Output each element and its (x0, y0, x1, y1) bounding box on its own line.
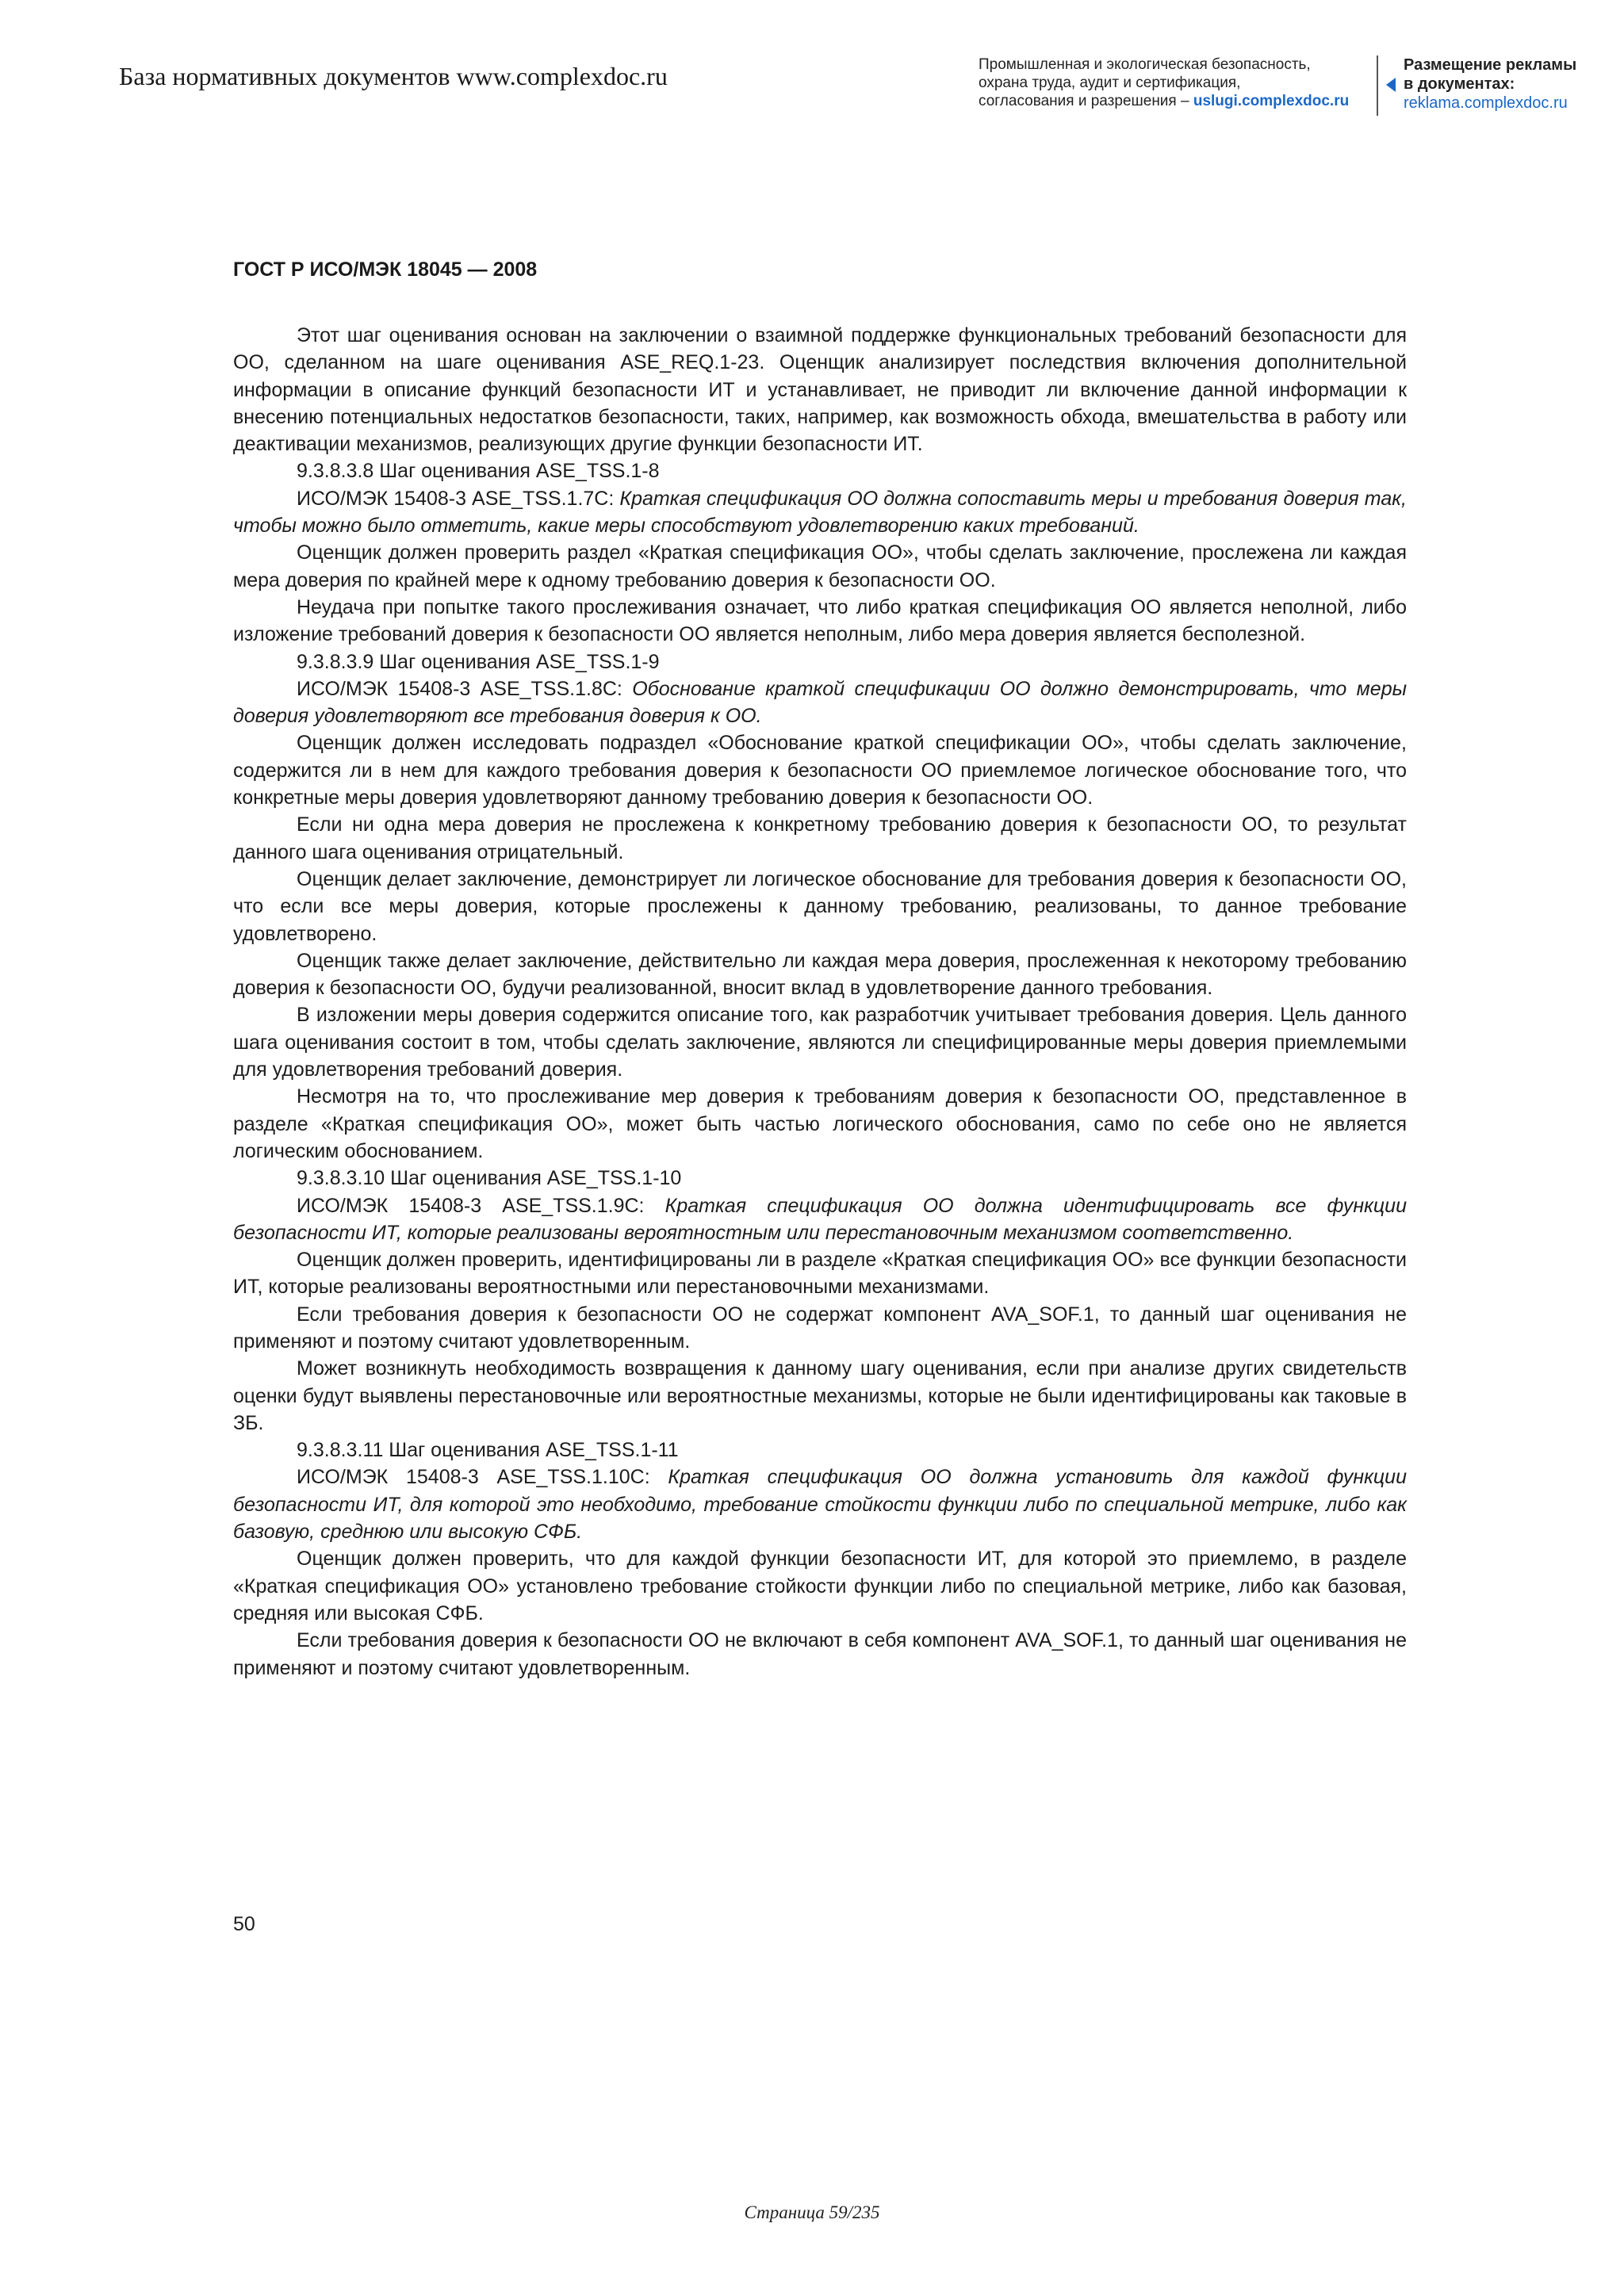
paragraph: Неудача при попытке такого прослеживания означает, что либо краткая спецификация ОО является неполной, либо изложение требований доверия к безопасности ОО является неполным, либо мера доверия является бесполезной. (233, 595, 1407, 646)
uslugi-link[interactable]: uslugi.complexdoc.ru (1193, 93, 1350, 109)
paragraph: 9.3.8.3.10 Шаг оценивания ASE_TSS.1-10 (297, 1167, 682, 1190)
paragraph: Несмотря на то, что прослеживание мер доверия к требованиям доверия к безопасности ОО, представленное в разделе «Краткая спецификация ОО», может быть частью логического обоснования, само по себе оно не является логическим обоснованием. (233, 1085, 1407, 1162)
paragraph: 9.3.8.3.11 Шаг оценивания ASE_TSS.1-11 (297, 1439, 679, 1462)
paragraph: Оценщик также делает заключение, действительно ли каждая мера доверия, прослеженная к некоторому требованию доверия к безопасности ОО, будучи реализованной, вносит вклад в удовлетворение данного требования. (233, 949, 1407, 1000)
clause-reference: ИСО/МЭК 15408-3 ASE_TSS.1.8С: (297, 677, 633, 700)
ads-block (1404, 55, 1576, 113)
paragraph: Если требования доверия к безопасности ОО не включают в себя компонент AVA_SOF.1, то данный шаг оценивания не применяют и поэтому считают удовлетворенным. (233, 1629, 1407, 1679)
promo-line-3 (979, 92, 1349, 110)
ads-line-2: в документах: (1404, 75, 1515, 93)
paragraph (233, 1464, 1407, 1545)
requirement-text: Краткая спецификация ОО должна установить для каждой функции безопасности ИТ, для которой это необходимо, требование стойкости функции либо по специальной метрике, либо как базовую, среднюю или высокую СФБ. (233, 1466, 1407, 1544)
paragraph: Оценщик должен проверить, что для каждой функции безопасности ИТ, для которой это приемлемо, в разделе «Краткая спецификация ОО» установлено требование стойкости функции либо по специальной метрике, либо как базовая, средняя или высокая СФБ. (233, 1548, 1407, 1624)
document-body (233, 322, 1407, 1682)
paragraph: Оценщик должен проверить, идентифицированы ли в разделе «Краткая спецификация ОО» все функции безопасности ИТ, которые реализованы вероятностными или перестановочными механизмами. (233, 1249, 1407, 1299)
clause-reference: ИСО/МЭК 15408-3 ASE_TSS.1.7С: (297, 487, 620, 510)
promo-block (979, 55, 1349, 110)
reklama-link[interactable]: reklama.complexdoc.ru (1404, 94, 1568, 112)
requirement-text: Краткая спецификация ОО должна идентифицировать все функции безопасности ИТ, которые реализованы вероятностным или перестановочным механизмом соответственно. (233, 1194, 1407, 1244)
page-number: 50 (233, 1913, 255, 1935)
paragraph: 9.3.8.3.8 Шаг оценивания ASE_TSS.1-8 (297, 460, 660, 483)
paragraph: Оценщик должен исследовать подраздел «Обоснование краткой спецификации ОО», чтобы сделать заключение, содержится ли в нем для каждого требования доверия к безопасности ОО приемлемое логическое обоснование того, что конкретные меры доверия удовлетворяют данному требованию доверия к безопасности ОО. (233, 732, 1407, 809)
requirement-text: Краткая спецификация ОО должна сопоставить меры и требования доверия так, чтобы можно было отметить, какие меры способствуют удовлетворению каких требований. (233, 487, 1407, 538)
paragraph: Если ни одна мера доверия не прослежена к конкретному требованию доверия к безопасности ОО, то результат данного шага оценивания отрицательный. (233, 813, 1407, 863)
paragraph: Оценщик делает заключение, демонстрирует ли логическое обоснование для требования доверия к безопасности ОО, что если все меры доверия, которые прослежены к данному требованию, реализованы, то данное требование удовлетворено. (233, 867, 1407, 945)
header-divider (1377, 55, 1378, 116)
paragraph (233, 675, 1407, 730)
paragraph: Если требования доверия к безопасности ОО не содержат компонент AVA_SOF.1, то данный шаг оценивания не применяют и поэтому считают удовлетворенным. (233, 1303, 1407, 1353)
document-code: ГОСТ Р ИСО/МЭК 18045 — 2008 (233, 258, 538, 281)
ads-line-1: Размещение рекламы (1404, 56, 1577, 74)
clause-reference: ИСО/МЭК 15408-3 ASE_TSS.1.10С: (297, 1466, 668, 1489)
promo-line-3-prefix: согласования и разрешения – (979, 93, 1193, 109)
paragraph: Может возникнуть необходимость возвращения к данному шагу оценивания, если при анализе других свидетельств оценки будут выявлены перестановочные или вероятностные механизмы, которые не были идентифицированы как таковые в ЗБ. (233, 1357, 1407, 1434)
site-title: База нормативных документов www.complexdoc.ru (119, 62, 668, 90)
paragraph (233, 1192, 1407, 1247)
requirement-text: Обоснование краткой спецификации ОО должно демонстрировать, что меры доверия удовлетворяют все требования доверия к ОО. (233, 677, 1407, 728)
arrow-left-icon (1386, 78, 1396, 92)
paragraph: Этот шаг оценивания основан на заключении о взаимной поддержке функциональных требований безопасности для ОО, сделанном на шаге оценивания ASE_REQ.1-23. Оценщик анализирует последствия включения дополнительной информации в описание функций безопасности ИТ и устанавливает, не приводит ли включение данной информации к внесению потенциальных недостатков безопасности, таких, например, как возможность обхода, вмешательства в работу или деактивации механизмов, реализующих другие функции безопасности ИТ. (233, 324, 1407, 456)
paragraph: Оценщик должен проверить раздел «Краткая спецификация ОО», чтобы сделать заключение, прослежена ли каждая мера доверия по крайней мере к одному требованию доверия к безопасности ОО. (233, 541, 1407, 591)
clause-reference: ИСО/МЭК 15408-3 ASE_TSS.1.9С: (297, 1194, 665, 1217)
promo-line-1: Промышленная и экологическая безопасность, (979, 56, 1311, 73)
paragraph: В изложении меры доверия содержится описание того, как разработчик учитывает требования доверия. Цель данного шага оценивания состоит в том, чтобы сделать заключение, являются ли специфицированные меры доверия приемлемыми для удовлетворения требований доверия. (233, 1004, 1407, 1081)
paragraph (233, 485, 1407, 540)
page-footer: Страница 59/235 (744, 2202, 880, 2222)
promo-line-2: охрана труда, аудит и сертификация, (979, 75, 1241, 91)
paragraph: 9.3.8.3.9 Шаг оценивания ASE_TSS.1-9 (297, 650, 660, 673)
